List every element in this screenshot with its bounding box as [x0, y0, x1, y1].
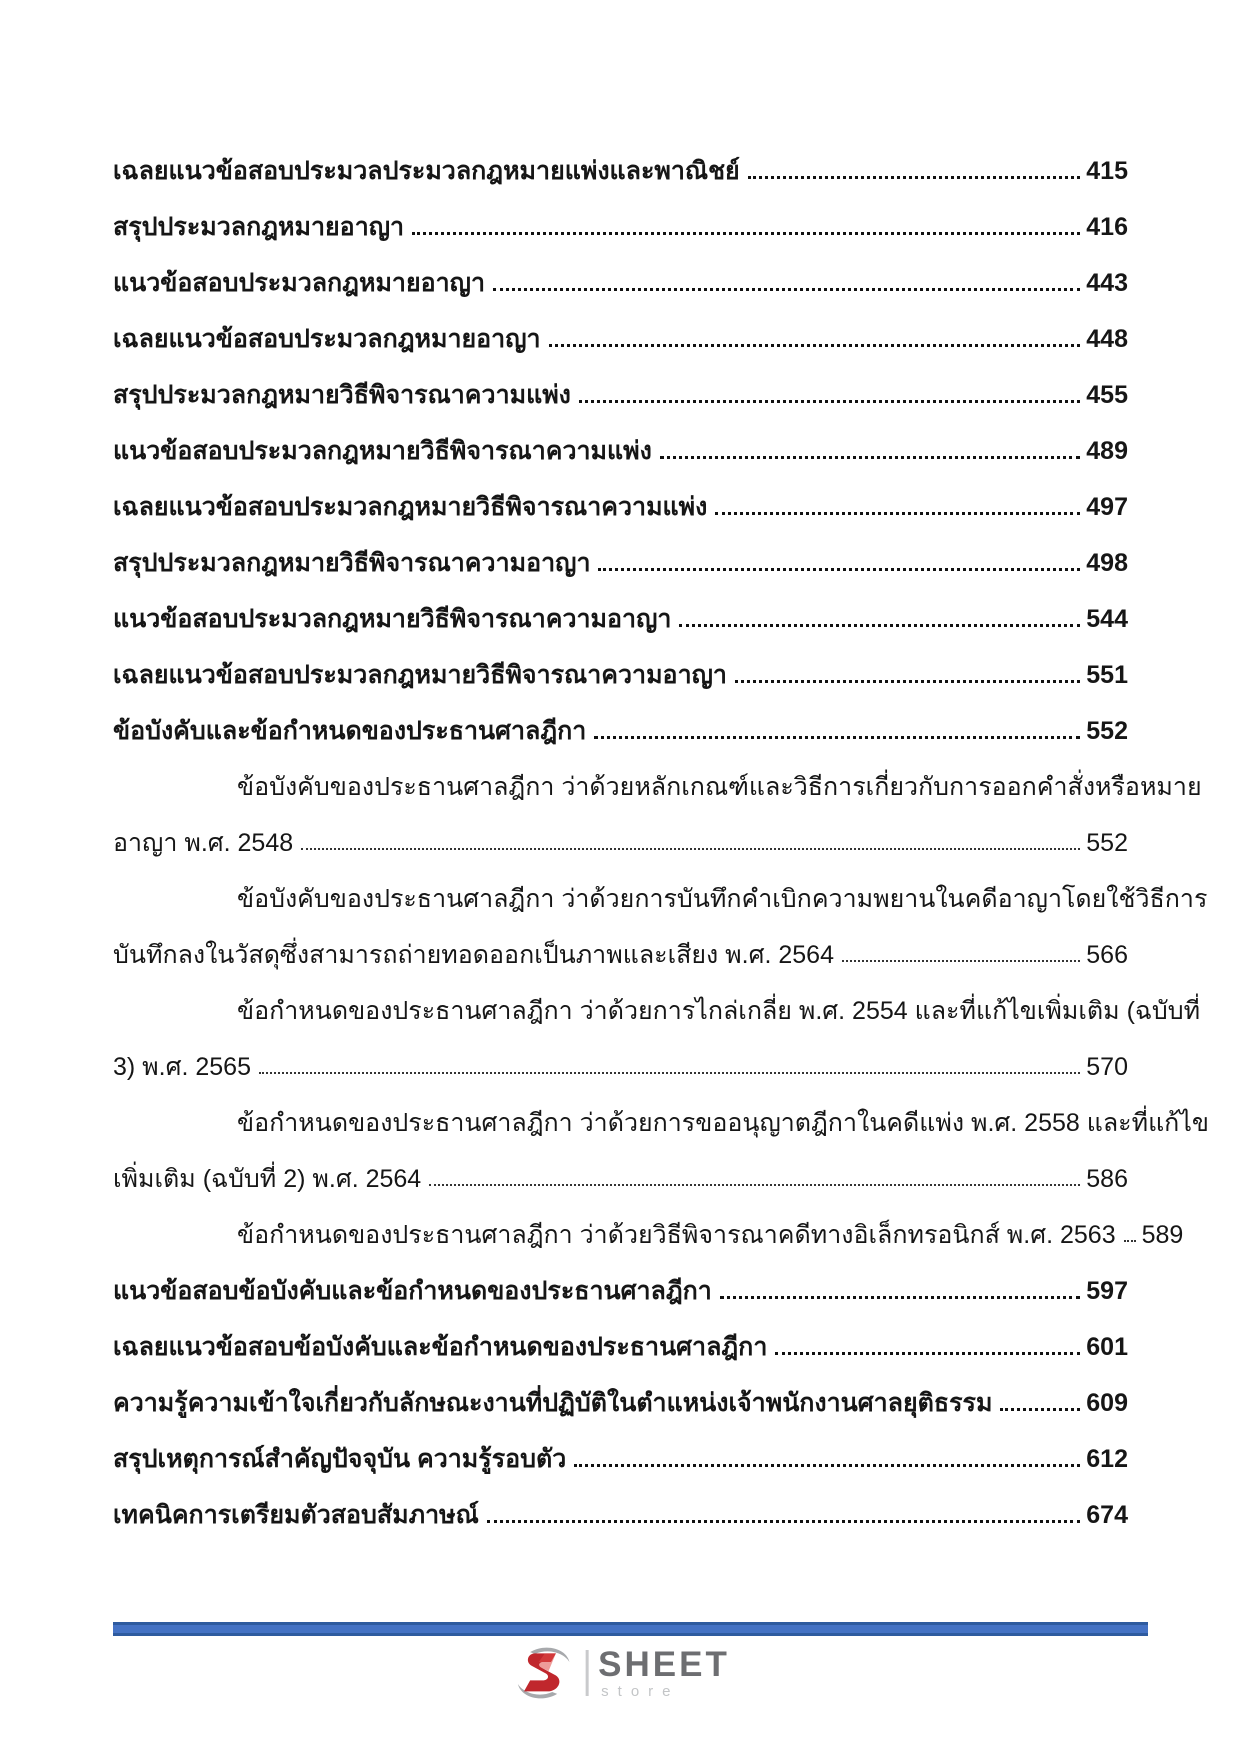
- toc-entry-row: [113, 1362, 1128, 1418]
- toc-entry-row: [113, 578, 1128, 634]
- toc-entry-row: [113, 466, 1128, 522]
- toc-page-number: 551: [1086, 661, 1128, 689]
- toc-page-number: 597: [1086, 1277, 1128, 1305]
- toc-dotted-leader: [1124, 1240, 1136, 1242]
- toc-entry-row: [113, 690, 1128, 746]
- toc-page-number: 455: [1086, 381, 1128, 409]
- toc-page-number: 416: [1086, 213, 1128, 241]
- toc-entry-row: [113, 242, 1128, 298]
- toc-subentry-line1: ข้อกำหนดของประธานศาลฎีกา ว่าด้วยการไกล่เกลี่ย พ.ศ. 2554 และที่แก้ไขเพิ่มเติม (ฉบับที่: [237, 997, 1201, 1025]
- toc-page-number: 497: [1086, 493, 1128, 521]
- toc-entry-row: [113, 354, 1128, 410]
- toc-page-number: 552: [1086, 829, 1128, 857]
- toc-entry-row: [113, 1418, 1128, 1474]
- toc-page-number: 674: [1086, 1501, 1128, 1529]
- toc-dotted-leader: [842, 960, 1080, 962]
- toc-subentry-line1: ข้อกำหนดของประธานศาลฎีกา ว่าด้วยการขออนุญาตฎีกาในคดีแพ่ง พ.ศ. 2558 และที่แก้ไข: [237, 1109, 1209, 1137]
- toc-page-number: 498: [1086, 549, 1128, 577]
- toc-entry-row: [113, 634, 1128, 690]
- toc-entry-title: ความรู้ความเข้าใจเกี่ยวกับลักษณะงานที่ปฏิบัติในตำแหน่งเจ้าพนักงานศาลยุติธรรม: [113, 1389, 993, 1417]
- toc-entry-title: เทคนิคการเตรียมตัวสอบสัมภาษณ์: [113, 1501, 479, 1529]
- toc-page-number: 489: [1086, 437, 1128, 465]
- toc-subentry-line1: ข้อบังคับของประธานศาลฎีกา ว่าด้วยหลักเกณฑ์และวิธีการเกี่ยวกับการออกคำสั่งหรือหมาย: [237, 773, 1202, 801]
- toc-subentry-line1: ข้อกำหนดของประธานศาลฎีกา ว่าด้วยวิธีพิจารณาคดีทางอิเล็กทรอนิกส์ พ.ศ. 2563: [237, 1221, 1116, 1249]
- toc-dotted-leader: [301, 848, 1080, 850]
- toc-dotted-leader: [594, 736, 1080, 739]
- toc-dotted-leader: [598, 568, 1080, 571]
- toc-page-number: 612: [1086, 1445, 1128, 1473]
- logo-brand-name: SHEET: [598, 1645, 730, 1684]
- logo-text: [598, 1647, 730, 1699]
- toc-entry-row: [113, 1474, 1128, 1530]
- sheet-store-s-icon: [511, 1646, 575, 1700]
- toc-entry-row: [113, 970, 1201, 1026]
- toc-entry-row: [113, 802, 1128, 858]
- toc-entry-title: สรุปประมวลกฎหมายวิธีพิจารณาความอาญา: [113, 549, 591, 577]
- toc-entry-row: [113, 1250, 1128, 1306]
- toc-entry-title: เฉลยแนวข้อสอบประมวลประมวลกฎหมายแพ่งและพาณิชย์: [113, 157, 740, 185]
- toc-entry-title: สรุปประมวลกฎหมายวิธีพิจารณาความแพ่ง: [113, 381, 571, 409]
- toc-dotted-leader: [493, 288, 1080, 291]
- sheet-store-logo: [511, 1646, 730, 1700]
- toc-subentry-line2: 3) พ.ศ. 2565: [113, 1053, 251, 1081]
- toc-page-number: 544: [1086, 605, 1128, 633]
- toc-dotted-leader: [715, 512, 1080, 515]
- toc-subentry-line2: บันทึกลงในวัสดุซึ่งสามารถถ่ายทอดออกเป็นภาพและเสียง พ.ศ. 2564: [113, 941, 834, 969]
- toc-page-number: 570: [1086, 1053, 1128, 1081]
- toc-page-number: 448: [1086, 325, 1128, 353]
- toc-dotted-leader: [679, 624, 1080, 627]
- toc-dotted-leader: [775, 1352, 1080, 1355]
- toc-entry-row: [113, 522, 1128, 578]
- toc-entry-row: [113, 130, 1128, 186]
- toc-dotted-leader: [487, 1520, 1080, 1523]
- toc-entry-row: [113, 298, 1128, 354]
- toc-dotted-leader: [1000, 1408, 1080, 1411]
- toc-entry-row: [113, 410, 1128, 466]
- toc-dotted-leader: [660, 456, 1080, 459]
- toc-page-number: 601: [1086, 1333, 1128, 1361]
- toc-list: [113, 130, 1209, 1530]
- toc-page-number: 443: [1086, 269, 1128, 297]
- footer-divider-bar: [113, 1622, 1148, 1636]
- logo-sub-brand: store: [601, 1683, 680, 1700]
- toc-entry-title: สรุปเหตุการณ์สำคัญปัจจุบัน ความรู้รอบตัว: [113, 1445, 567, 1473]
- toc-entry-title: แนวข้อสอบประมวลกฎหมายอาญา: [113, 269, 486, 297]
- toc-dotted-leader: [579, 400, 1080, 403]
- toc-entry-title: เฉลยแนวข้อสอบข้อบังคับและข้อกำหนดของประธานศาลฎีกา: [113, 1333, 768, 1361]
- toc-dotted-leader: [549, 344, 1081, 347]
- toc-entry-row: [113, 1082, 1209, 1138]
- toc-dotted-leader: [735, 680, 1080, 683]
- toc-entry-row: [113, 746, 1202, 802]
- toc-dotted-leader: [429, 1184, 1080, 1186]
- toc-entry-title: แนวข้อสอบประมวลกฎหมายวิธีพิจารณาความแพ่ง: [113, 437, 652, 465]
- toc-dotted-leader: [574, 1464, 1080, 1467]
- toc-entry-title: แนวข้อสอบประมวลกฎหมายวิธีพิจารณาความอาญา: [113, 605, 672, 633]
- toc-entry-title: เฉลยแนวข้อสอบประมวลกฎหมายวิธีพิจารณาความอาญา: [113, 661, 727, 689]
- toc-entry-title: สรุปประมวลกฎหมายอาญา: [113, 213, 405, 241]
- toc-entry-row: [113, 858, 1208, 914]
- toc-dotted-leader: [720, 1296, 1080, 1299]
- logo-divider: [585, 1650, 588, 1696]
- toc-page-number: 609: [1086, 1389, 1128, 1417]
- toc-entry-row: [113, 186, 1128, 242]
- toc-entry-row: [113, 914, 1128, 970]
- toc-subentry-line2: เพิ่มเติม (ฉบับที่ 2) พ.ศ. 2564: [113, 1165, 422, 1193]
- toc-entry-title: แนวข้อสอบข้อบังคับและข้อกำหนดของประธานศาลฎีกา: [113, 1277, 712, 1305]
- toc-subentry-line1: ข้อบังคับของประธานศาลฎีกา ว่าด้วยการบันทึกคำเบิกความพยานในคดีอาญาโดยใช้วิธีการ: [237, 885, 1208, 913]
- toc-dotted-leader: [412, 232, 1080, 235]
- toc-page-number: 566: [1086, 941, 1128, 969]
- toc-entry-row: [113, 1026, 1128, 1082]
- toc-entry-row: [113, 1194, 1184, 1250]
- toc-page-number: 552: [1086, 717, 1128, 745]
- toc-dotted-leader: [748, 176, 1081, 179]
- toc-entry-title: ข้อบังคับและข้อกำหนดของประธานศาลฎีกา: [113, 717, 587, 745]
- toc-subentry-line2: อาญา พ.ศ. 2548: [113, 829, 294, 857]
- toc-entry-title: เฉลยแนวข้อสอบประมวลกฎหมายวิธีพิจารณาความแพ่ง: [113, 493, 708, 521]
- toc-entry-title: เฉลยแนวข้อสอบประมวลกฎหมายอาญา: [113, 325, 541, 353]
- toc-page-number: 415: [1086, 157, 1128, 185]
- toc-page-number: 586: [1086, 1165, 1128, 1193]
- toc-dotted-leader: [259, 1072, 1080, 1074]
- toc-entry-row: [113, 1306, 1128, 1362]
- toc-page-number: 589: [1141, 1221, 1184, 1249]
- toc-entry-row: [113, 1138, 1128, 1194]
